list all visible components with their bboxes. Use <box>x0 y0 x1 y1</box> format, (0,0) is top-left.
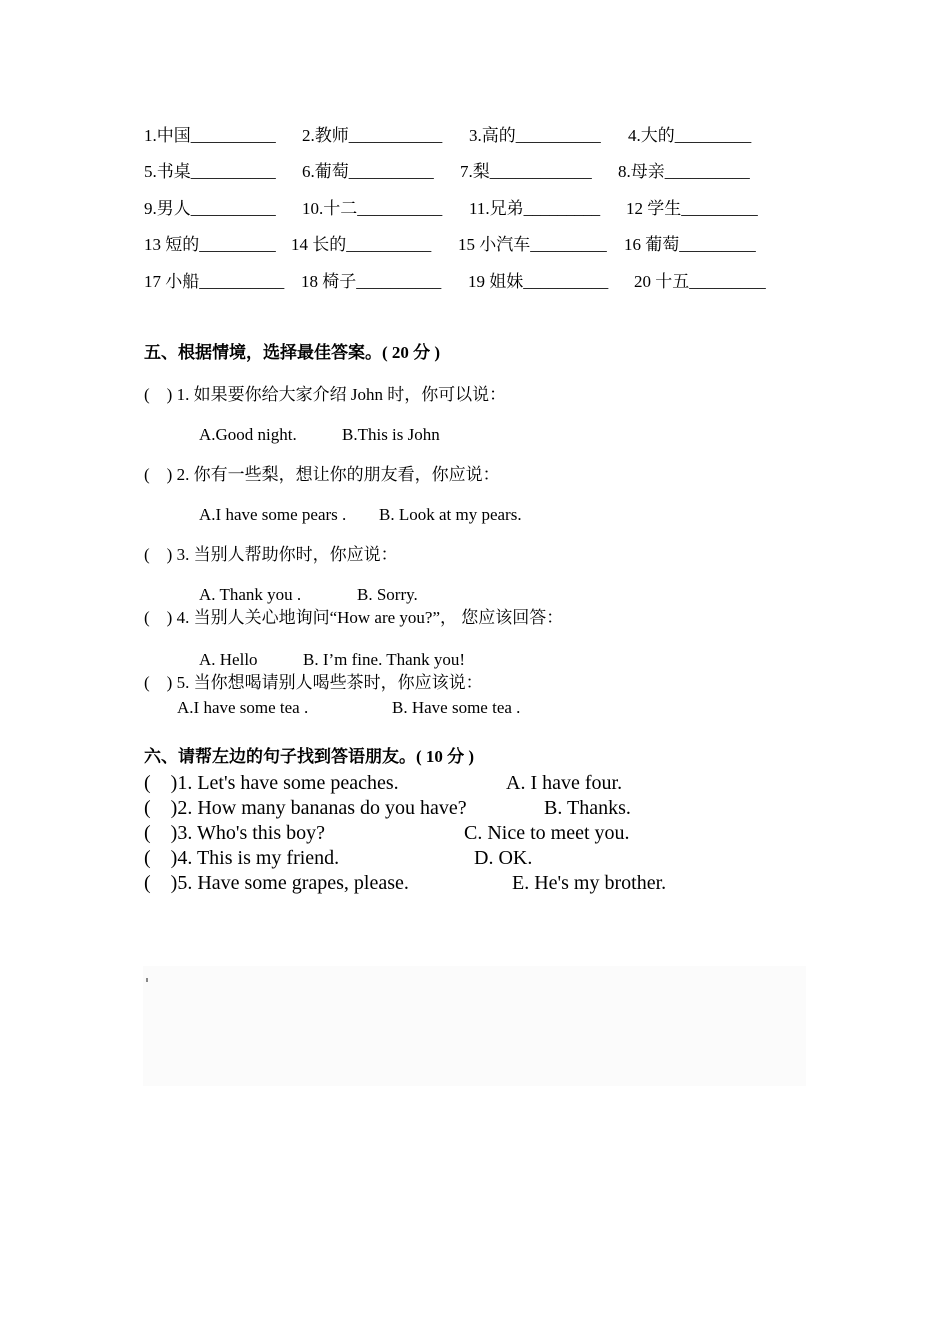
option-a: A. Hello <box>199 650 258 669</box>
vocab-item: 13 短的_________ <box>144 235 276 254</box>
vocab-item: 12 学生_________ <box>626 199 758 218</box>
vocab-item: 18 椅子__________ <box>301 272 442 291</box>
vocab-item: 19 姐妹__________ <box>468 272 609 291</box>
vocab-item: 10.十二__________ <box>302 199 443 218</box>
match-question: ( )3. Who's this boy? <box>144 822 325 844</box>
option-b: B.This is John <box>342 425 440 444</box>
question-stem: ( ) 1. 如果要你给大家介绍 John 时，你可以说： <box>144 385 507 404</box>
match-answer: C. Nice to meet you. <box>464 822 630 844</box>
vocab-item: 4.大的_________ <box>628 126 752 145</box>
question-stem: ( ) 5. 当你想喝请别人喝些茶时，你应该说： <box>144 673 483 692</box>
option-b: B. I’m fine. Thank you! <box>303 650 466 669</box>
vocab-item: 20 十五_________ <box>634 272 766 291</box>
vocab-item: 9.男人__________ <box>144 199 276 218</box>
match-answer: B. Thanks. <box>544 797 631 819</box>
vocab-item: 11.兄弟_________ <box>469 199 601 218</box>
vocab-item: 2.教师___________ <box>302 126 443 145</box>
vocab-item: 3.高的__________ <box>469 126 601 145</box>
match-answer: E. He's my brother. <box>512 872 667 894</box>
match-row <box>144 771 844 796</box>
match-question: ( )2. How many bananas do you have? <box>144 797 467 819</box>
match-row <box>144 846 844 871</box>
vocab-item: 6.葡萄__________ <box>302 162 434 181</box>
match-question: ( )4. This is my friend. <box>144 847 340 869</box>
option-b: B. Sorry. <box>357 585 418 604</box>
option-b: B. Look at my pears. <box>379 505 522 524</box>
vocab-item: 7.梨____________ <box>460 162 592 181</box>
blank-area <box>143 966 806 1086</box>
section6-heading: 六、请帮左边的句子找到答语朋友。( 10 分 ) <box>144 747 475 766</box>
option-a: A.I have some tea . <box>177 698 309 717</box>
vocab-item: 16 葡萄_________ <box>624 235 756 254</box>
stray-mark <box>146 978 148 982</box>
question-stem: ( ) 3. 当别人帮助你时，你应说： <box>144 545 398 564</box>
vocab-item: 15 小汽车_________ <box>458 235 607 254</box>
vocab-item: 1.中国__________ <box>144 126 276 145</box>
option-b: B. Have some tea . <box>392 698 521 717</box>
option-a: A.I have some pears . <box>199 505 347 524</box>
match-row <box>144 821 844 846</box>
match-row <box>144 796 844 821</box>
option-a: A. Thank you . <box>199 585 302 604</box>
vocab-item: 14 长的__________ <box>291 235 432 254</box>
section5-heading: 五、根据情境，选择最佳答案。( 20 分 ) <box>144 343 441 362</box>
match-question: ( )5. Have some grapes, please. <box>144 872 409 894</box>
vocab-item: 8.母亲__________ <box>618 162 750 181</box>
question-stem: ( ) 2. 你有一些梨，想让你的朋友看，你应说： <box>144 465 500 484</box>
option-a: A.Good night. <box>199 425 297 444</box>
question-stem: ( ) 4. 当别人关心地询问“How are you?”， 您应该回答： <box>144 608 564 627</box>
match-answer: D. OK. <box>474 847 533 869</box>
vocab-item: 17 小船__________ <box>144 272 285 291</box>
match-answer: A. I have four. <box>506 772 623 794</box>
match-question: ( )1. Let's have some peaches. <box>144 772 399 794</box>
vocab-item: 5.书桌__________ <box>144 162 276 181</box>
match-row <box>144 871 844 896</box>
